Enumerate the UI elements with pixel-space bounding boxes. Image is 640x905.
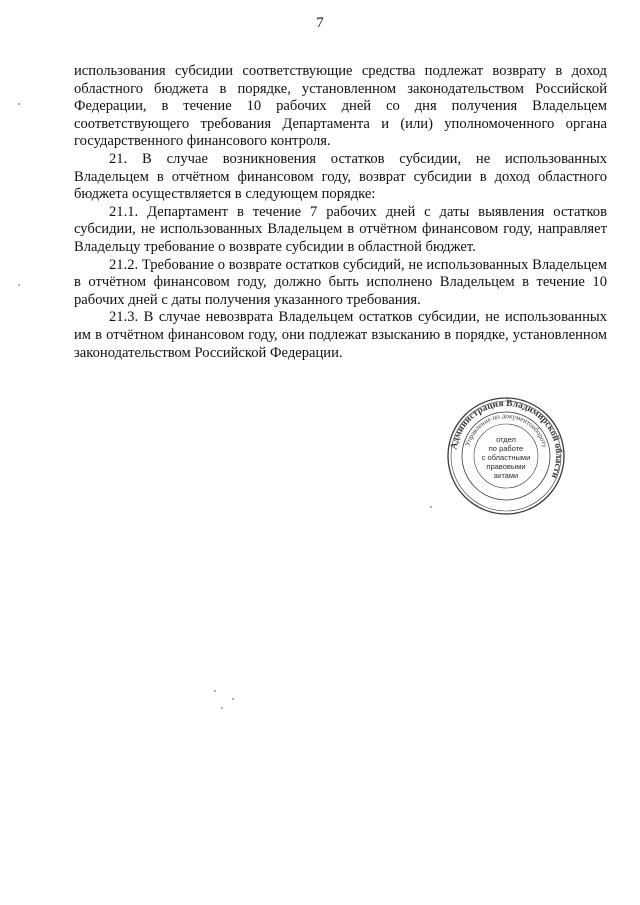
scan-speck — [221, 707, 223, 709]
scan-speck — [430, 506, 432, 508]
scan-speck — [232, 698, 234, 700]
stamp-center-line: с областными — [481, 453, 531, 462]
stamp-inner-text: Управление по документообороту — [463, 411, 549, 449]
paragraph-21-3: 21.3. В случае невозврата Владельцем остатков субсидии, не использованных им в отчётном финансовом году, они подлежат взысканию в порядке, установленном законодательством Российской Федерации. — [74, 309, 607, 361]
scan-speck — [18, 284, 20, 286]
paragraph-continuation: использования субсидии соответствующие средства подлежат возврату в доход областного бюджета в порядке, установленном законодательством Российской Федерации, в течение 10 рабочих дней со дня получения Владельцем соответствующего требования Департамента и (или) уполномоченного органа государственного финансового контроля. — [74, 63, 607, 150]
stamp-center-line: по работе — [488, 444, 524, 453]
stamp-outer-text: Администрация Владимирской области — [449, 398, 564, 480]
page-number: 7 — [316, 15, 324, 31]
paragraph-21: 21. В случае возникновения остатков субсидии, не использованных Владельцем в отчётном финансовом году, возврат субсидии в доход областного бюджета осуществляется в следующем порядке: — [74, 150, 607, 203]
stamp-center-line: отдел — [496, 435, 516, 444]
stamp-center-line: правовыми — [486, 462, 526, 471]
stamp-center-text — [475, 435, 537, 480]
official-stamp — [445, 395, 567, 517]
stamp-center-line: актами — [493, 471, 519, 480]
paragraph-21-1: 21.1. Департамент в течение 7 рабочих дней с даты выявления остатков субсидии, не использованных Владельцем в отчётном финансовом году, направляет Владельцу требование о возврате субсидии в областной бюджет. — [74, 203, 607, 255]
scan-speck — [18, 103, 20, 105]
paragraph-21-2: 21.2. Требование о возврате остатков субсидий, не использованных Владельцем в отчётном финансовом году, должно быть исполнено Владельцем в течение 10 рабочих дней с даты получения указанного требования. — [74, 256, 607, 308]
scan-speck — [214, 690, 216, 692]
document-body — [74, 63, 607, 362]
